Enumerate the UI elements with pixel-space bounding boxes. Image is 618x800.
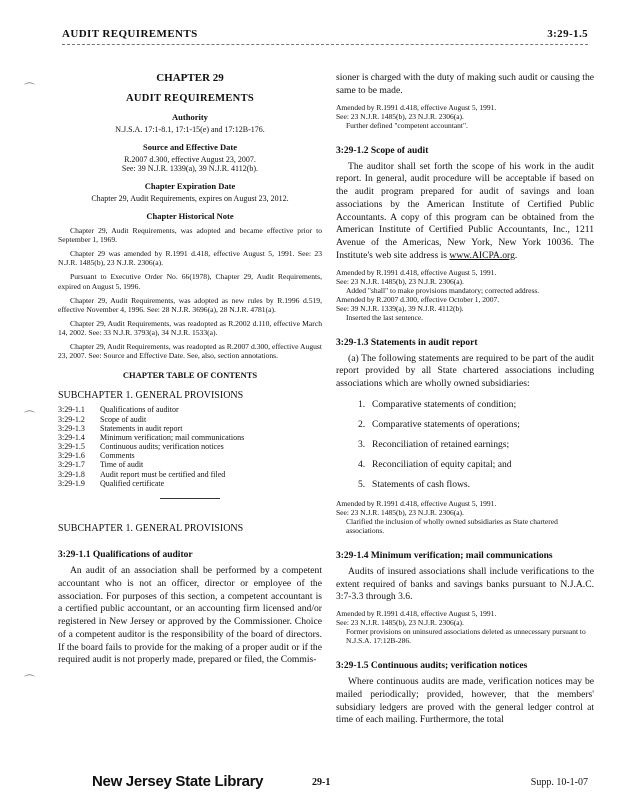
toc-number: 3:29-1.8 [58, 469, 85, 479]
expiration-text: Chapter 29, Audit Requirements, expires on August 23, 2012. [91, 194, 289, 203]
section-body: (a) The following statements are required to be part of the audit report provided by all State chartered associations including associations which are wholly owned subsidiaries: [336, 352, 594, 389]
amendment-line: Amended by R.1991 d.418, effective August 5, 1991. [336, 102, 497, 112]
toc-number: 3:29-1.1 [58, 405, 85, 415]
history-note: Chapter 29, Audit Requirements, was adopted and became effective prior to September 1, 1969. [58, 226, 322, 245]
page-number: 29-1 [312, 777, 331, 788]
toc-number: 3:29-1.9 [58, 478, 85, 488]
toc-heading: CHAPTER TABLE OF CONTENTS [122, 370, 258, 381]
toc-row [58, 442, 322, 451]
list-item [358, 459, 594, 470]
amendment-line: See: 23 N.J.R. 1485(b), 23 N.J.R. 2306(a). [336, 618, 464, 627]
list-number: 5. [358, 478, 366, 490]
right-column [336, 66, 594, 727]
amendment-line: Inserted the last sentence. [346, 312, 424, 322]
left-column [58, 66, 322, 667]
amendment-line: Amended by R.1991 d.418, effective August 5, 1991. [336, 498, 497, 508]
toc-row [58, 451, 322, 460]
list-item [358, 419, 594, 430]
header-title: AUDIT REQUIREMENTS [62, 28, 198, 40]
section-text: The auditor shall set forth the scope of his work in the audit report. In general, audit procedure will be acceptable if based on the audit program prepared for audit of savings and loan associations by the American Institute of Certified Public Accountants. A copy of this program can be obtained from the American Institute of Certified Public Accountants, Inc., 1211 Avenue of the Americas, New York, New York 10036. The Institute's web site address is [336, 160, 594, 261]
toc-number: 3:29-1.3 [58, 423, 85, 433]
amendment-line: See: 23 N.J.R. 1485(b), 23 N.J.R. 2306(a). [336, 276, 464, 286]
margin-mark: ⌒ [24, 675, 35, 687]
toc-title: Minimum verification; mail communications [100, 432, 245, 442]
list-text: Comparative statements of condition; [372, 398, 517, 410]
authority-text: N.J.S.A. 17:1-8.1, 17:1-15(e) and 17:12B-176. [115, 125, 265, 134]
toc-number: 3:29-1.7 [58, 460, 85, 470]
list-item [358, 439, 594, 450]
toc-number: 3:29-1.2 [58, 414, 85, 424]
toc-title: Audit report must be certified and filed [100, 469, 226, 479]
section-body: Where continuous audits are made, verification notices may be mailed periodically; provided, however, that the members' subsidiary ledgers are proved with the general ledger control at time of each mailing. Furthermore, the total [336, 676, 594, 726]
list-item [358, 479, 594, 490]
history-note: Chapter 29, Audit Requirements, was readopted as R.2002 d.110, effective March 14, 2002. See: 33 N.J.R. 3793(a), 34 N.J.R. 1533(a). [58, 318, 322, 337]
list-text: Comparative statements of operations; [372, 418, 520, 430]
amendment-line: See: 39 N.J.R. 1339(a), 39 N.J.R. 4112(b). [336, 303, 464, 313]
toc-number: 3:29-1.4 [58, 432, 85, 442]
history-note: Chapter 29 was amended by R.1991 d.418, effective August 5, 1991. See: 23 N.J.R. 1485(b), 23 N.J.R. 2306(a). [58, 249, 322, 268]
toc-title: Time of audit [100, 460, 144, 470]
toc-title: Qualifications of auditor [100, 405, 179, 415]
list-number: 3. [358, 438, 366, 450]
margin-mark: ⌒ [24, 411, 35, 423]
divider [160, 498, 220, 499]
section-heading: 3:29-1.1 Qualifications of auditor [58, 550, 193, 560]
amendment-line: Former provisions on uninsured associations deleted as unnecessary pursuant to N.J.S.A. 17:12B-286. [346, 627, 586, 645]
toc-row [58, 479, 322, 488]
source-text: R.2007 d.300, effective August 23, 2007. [124, 155, 256, 164]
chapter-number: CHAPTER 29 [156, 72, 224, 84]
list-text: Reconciliation of equity capital; and [372, 458, 512, 470]
amendment-line: See: 23 N.J.R. 1485(b), 23 N.J.R. 2306(a). [336, 111, 464, 121]
toc-row [58, 405, 322, 414]
running-header [62, 26, 588, 45]
source-heading: Source and Effective Date [142, 142, 238, 152]
aicpa-link[interactable]: www.AICPA.org [449, 249, 515, 261]
toc-row [58, 470, 322, 479]
toc-subchapter: SUBCHAPTER 1. GENERAL PROVISIONS [58, 390, 244, 402]
list-text: Reconciliation of retained earnings; [372, 438, 510, 450]
amendment-line: Clarified the inclusion of wholly owned subsidiaries as State chartered associations. [346, 516, 558, 535]
toc-row [58, 424, 322, 433]
amendment-line: See: 23 N.J.R. 1485(b), 23 N.J.R. 2306(a). [336, 507, 464, 517]
toc-title: Statements in audit report [100, 423, 183, 433]
toc-row [58, 460, 322, 469]
section-heading: 3:29-1.3 Statements in audit report [336, 337, 478, 348]
amendment-note [336, 499, 594, 535]
amendment-note [336, 103, 594, 130]
amendment-line: Amended by R.1991 d.418, effective August 5, 1991. [336, 609, 497, 618]
history-note: Chapter 29, Audit Requirements, was adopted as new rules by R.1996 d.519, effective November 4, 1996. See: 28 N.J.R. 3696(a), 28 N.J.R. 4781(a). [58, 295, 322, 314]
supplement-date: Supp. 10-1-07 [530, 777, 588, 788]
amendment-note [336, 609, 594, 645]
chapter-title: AUDIT REQUIREMENTS [125, 93, 255, 104]
toc-number: 3:29-1.5 [58, 442, 85, 452]
toc-title: Scope of audit [100, 414, 147, 424]
list-item [358, 399, 594, 410]
library-stamp: New Jersey State Library [92, 773, 264, 790]
expiration-heading: Chapter Expiration Date [144, 181, 236, 191]
amendment-line: Added "shall" to make provisions mandatory; corrected address. [346, 285, 540, 295]
section-heading: 3:29-1.5 Continuous audits; verification notices [336, 661, 528, 671]
toc-row [58, 415, 322, 424]
section-body: The auditor shall set forth the scope of his work in the audit report. In general, audit procedure will be acceptable if based on the audit program prepared for audit of savings and loan associations by the American Institute of Certified Public Accountants. A copy of this program can be obtained from the American Institute of Certified Public Accountants, Inc., 1211 Avenue of the Americas, New York, New York 10036. The Institute's web site address is www.AICPA.org. [336, 160, 594, 261]
toc-title: Qualified certificate [100, 478, 165, 488]
section-body: Audits of insured associations shall include verifications to the extent required of banks and savings banks pursuant to N.J.A.C. 3:7-3.3 through 3.6. [336, 565, 594, 603]
header-section: 3:29-1.5 [547, 28, 588, 40]
list-number: 1. [358, 398, 366, 410]
authority-heading: Authority [172, 112, 208, 122]
statement-list [336, 399, 594, 490]
toc-title: Comments [100, 451, 135, 461]
page-footer [92, 775, 588, 793]
section-body: sioner is charged with the duty of making such audit or causing the same to be made. [336, 72, 594, 96]
source-text: See: 39 N.J.R. 1339(a), 39 N.J.R. 4112(b). [121, 164, 259, 173]
section-heading: 3:29-1.4 Minimum verification; mail communications [336, 550, 553, 561]
margin-mark: ⌒ [24, 83, 35, 95]
list-text: Statements of cash flows. [372, 478, 471, 490]
amendment-line: Amended by R.1991 d.418, effective August 5, 1991. [336, 267, 497, 277]
section-body: An audit of an association shall be performed by a competent accountant who is not an officer, director or employee of the association. For purposes of this section, a competent accountant is a certified public accountant, or an accounting firm licensed and/or registered in New Jersey or approved by the Commissioner. Choice of a competent auditor is the responsibility of the board of directors. If the board fails to provide for the making of a proper audit or if the required audit is not properly made, prepared or filed, the Commis- [58, 565, 322, 666]
section-heading: 3:29-1.2 Scope of audit [336, 145, 429, 156]
history-note: Chapter 29, Audit Requirements, was readopted as R.2007 d.300, effective August 23, 2007. See: Source and Effective Date. See, also, section annotations. [58, 342, 322, 361]
toc-title: Continuous audits; verification notices [100, 442, 224, 452]
list-number: 2. [358, 418, 366, 430]
toc-number: 3:29-1.6 [58, 451, 85, 461]
toc-row [58, 433, 322, 442]
table-of-contents [58, 405, 322, 488]
subchapter-heading: SUBCHAPTER 1. GENERAL PROVISIONS [58, 523, 244, 534]
list-number: 4. [358, 458, 366, 470]
history-note: Pursuant to Executive Order No. 66(1978), Chapter 29, Audit Requirements, expired on August 5, 1996. [58, 272, 322, 291]
amendment-line: Further defined "competent accountant". [346, 120, 468, 130]
amendment-note [336, 268, 594, 322]
amendment-line: Amended by R.2007 d.300, effective October 1, 2007. [336, 294, 500, 304]
history-heading: Chapter Historical Note [146, 211, 234, 221]
